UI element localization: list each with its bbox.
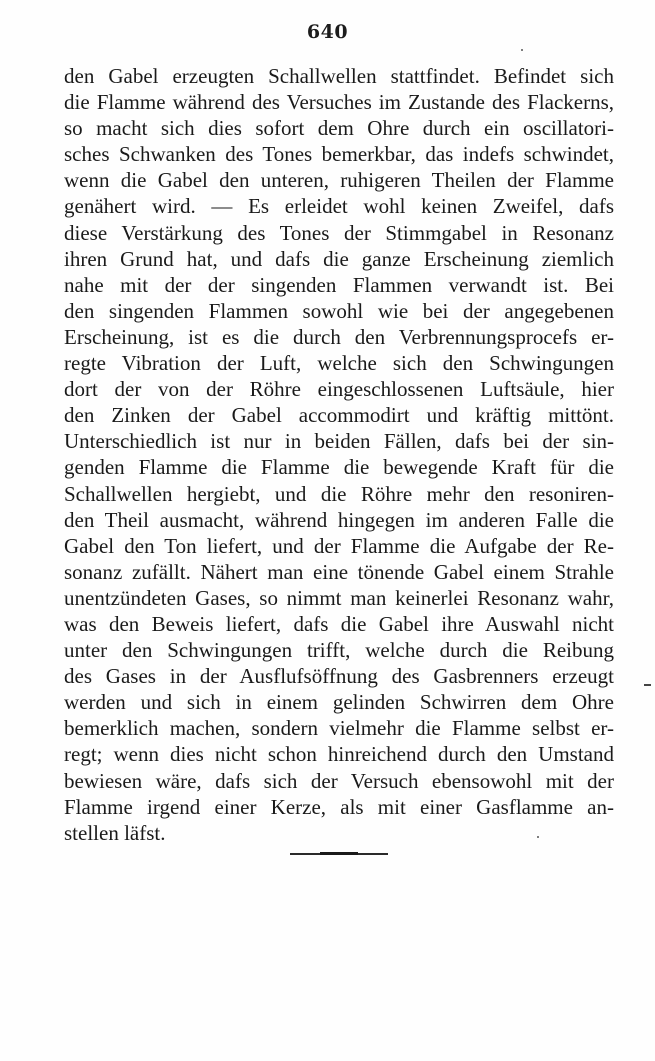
- text-line: sches Schwanken des Tones bemerkbar, das indefs schwindet,: [64, 142, 614, 167]
- text-line: bemerklich machen, sondern vielmehr die Flamme selbst er-: [64, 716, 614, 741]
- text-line: unter den Schwingungen trifft, welche durch die Reibung: [64, 638, 614, 663]
- text-line: nahe mit der der singenden Flammen verwandt ist. Bei: [64, 272, 614, 297]
- text-line: Unterschiedlich ist nur in beiden Fällen, dafs bei der sin-: [64, 429, 614, 454]
- text-line: was den Beweis liefert, dafs die Gabel ihre Auswahl nicht: [64, 611, 614, 636]
- text-line: diese Verstärkung des Tones der Stimmgabel in Resonanz: [64, 220, 614, 245]
- text-line: unentzündeten Gases, so nimmt man keinerlei Resonanz wahr,: [64, 585, 614, 610]
- page-number: 640: [306, 21, 349, 43]
- text-line: so macht sich dies sofort dem Ohre durch ein oscillatori-: [64, 116, 614, 141]
- section-end-rule: [290, 853, 388, 855]
- text-line: Flamme irgend einer Kerze, als mit einer Gasflamme an-: [64, 794, 614, 819]
- text-line: den Theil ausmacht, während hingegen im anderen Falle die: [64, 507, 614, 532]
- text-line: regt; wenn dies nicht schon hinreichend durch den Umstand: [64, 742, 614, 767]
- text-line: Schallwellen hergiebt, und die Röhre mehr den resoniren-: [64, 481, 614, 506]
- print-speck: [521, 49, 523, 51]
- text-line: Gabel den Ton liefert, und der Flamme die Aufgabe der Re-: [64, 533, 614, 558]
- margin-mark: [644, 684, 651, 686]
- text-line: die Flamme während des Versuches im Zustande des Flackerns,: [64, 90, 614, 115]
- text-line: sonanz zufällt. Nähert man eine tönende Gabel einem Strahle: [64, 559, 614, 584]
- text-line: genden Flamme die Flamme die bewegende Kraft für die: [64, 455, 614, 480]
- text-line: genähert wird. — Es erleidet wohl keinen Zweifel, dafs: [64, 194, 614, 219]
- text-line: regte Vibration der Luft, welche sich den Schwingungen: [64, 351, 614, 376]
- text-line: ihren Grund hat, und dafs die ganze Erscheinung ziemlich: [64, 246, 614, 271]
- text-line: den Zinken der Gabel accommodirt und kräftig mittönt.: [64, 403, 614, 428]
- text-line: stellen läfst.: [64, 820, 166, 845]
- text-line: dort der von der Röhre eingeschlossenen Luftsäule, hier: [64, 377, 614, 402]
- text-line: Erscheinung, ist es die durch den Verbrennungsprocefs er-: [64, 324, 614, 349]
- body-text: [64, 63, 614, 846]
- text-line: des Gases in der Ausflufsöffnung des Gasbrenners erzeugt: [64, 664, 614, 689]
- text-line: bewiesen wäre, dafs sich der Versuch ebensowohl mit der: [64, 768, 614, 793]
- print-speck: [537, 836, 539, 838]
- text-line: den Gabel erzeugten Schallwellen stattfindet. Befindet sich: [64, 64, 614, 88]
- text-line: wenn die Gabel den unteren, ruhigeren Theilen der Flamme: [64, 168, 614, 193]
- text-line: den singenden Flammen sowohl wie bei der angegebenen: [64, 298, 614, 323]
- text-line: werden und sich in einem gelinden Schwirren dem Ohre: [64, 690, 614, 715]
